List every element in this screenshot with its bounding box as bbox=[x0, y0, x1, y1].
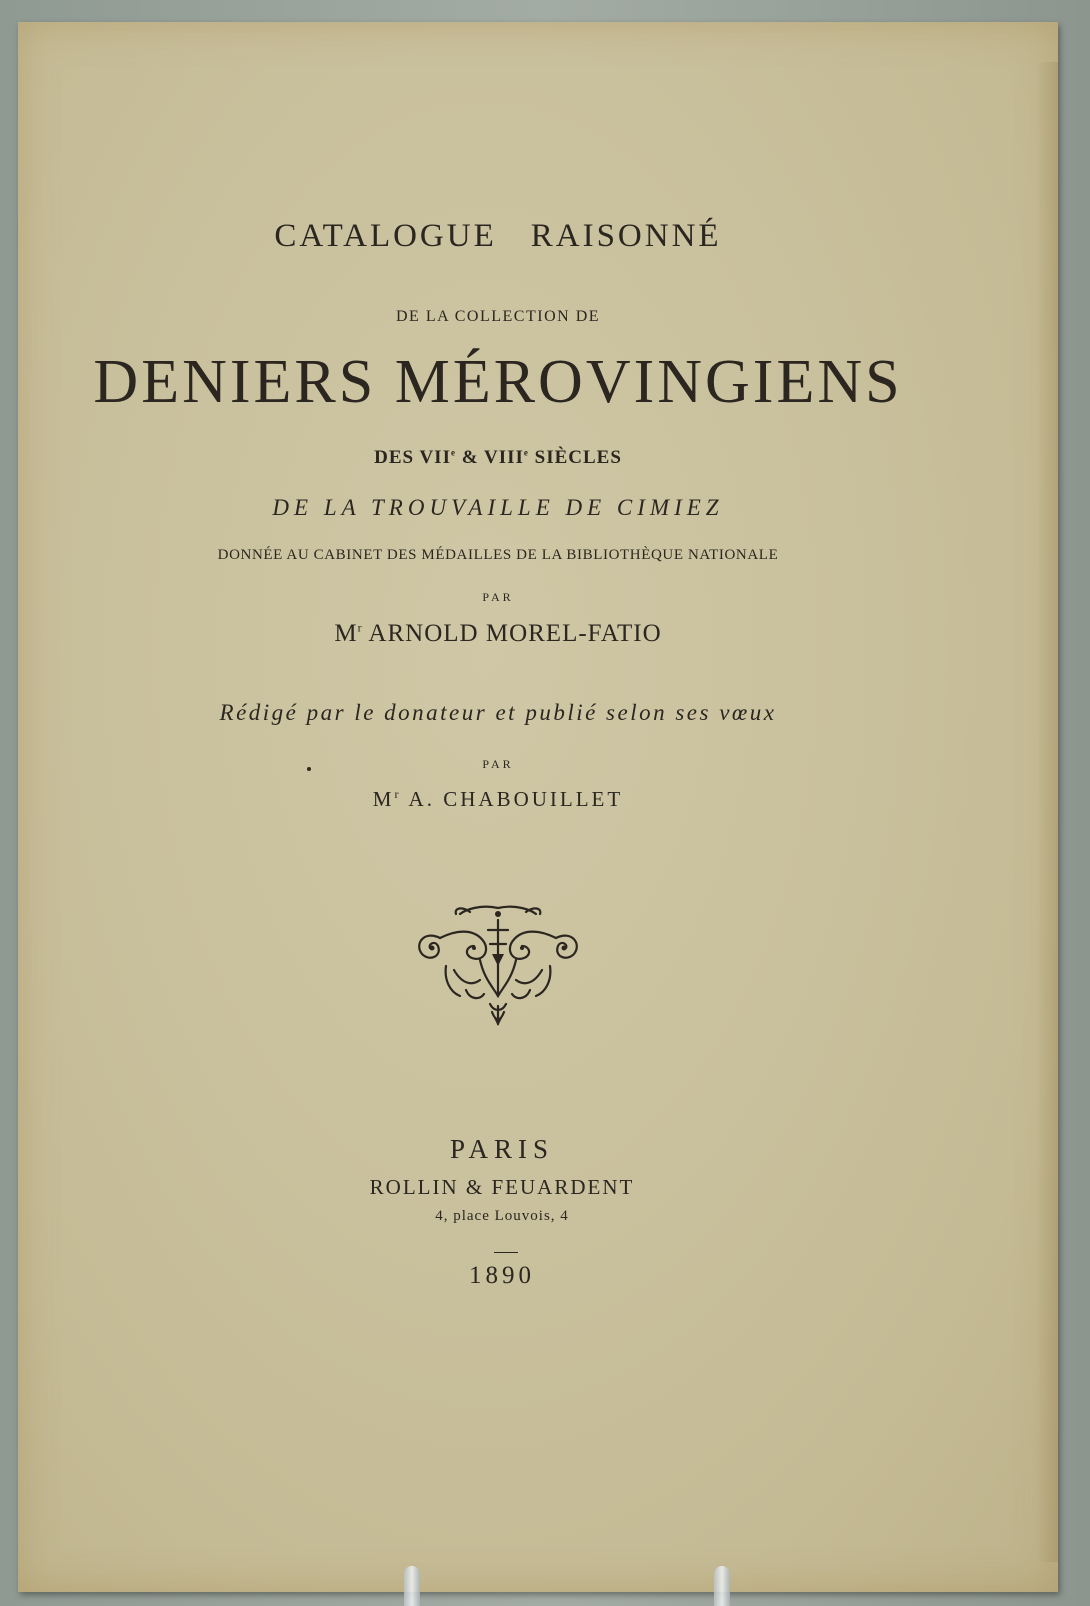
find-line: DE LA TROUVAILLE DE CIMIEZ bbox=[272, 495, 724, 520]
publisher-line: ROLLIN & FEUARDENT bbox=[369, 1175, 635, 1199]
centuries-line: DES VIIe & VIIIe SIÈCLES bbox=[374, 447, 622, 468]
fleuron-ornament-icon bbox=[410, 900, 586, 1028]
donation-line: DONNÉE AU CABINET DES MÉDAILLES DE LA BIBLIOTHÈQUE NATIONALE bbox=[217, 547, 779, 563]
par-label-1: PAR bbox=[482, 590, 514, 604]
collection-line: DE LA COLLECTION DE bbox=[395, 308, 601, 325]
redige-line: Rédigé par le donateur et publié selon ses vœux bbox=[219, 700, 777, 725]
display-stand-clip-right bbox=[714, 1566, 730, 1606]
display-stand-clip-left bbox=[404, 1566, 420, 1606]
address-line: 4, place Louvois, 4 bbox=[435, 1208, 569, 1224]
year-line: 1890 bbox=[469, 1262, 535, 1289]
author-line: $M^r$ ARNOLD MOREL-FATIO bbox=[334, 620, 662, 647]
title-page bbox=[18, 22, 1058, 1592]
editor-line: $M^r$ A. CHABOUILLET bbox=[372, 787, 624, 811]
par-label-2: PAR bbox=[482, 757, 514, 771]
divider-rule bbox=[494, 1252, 518, 1253]
main-title: DENIERS MÉROVINGIENS bbox=[93, 348, 903, 416]
city-line: PARIS bbox=[449, 1134, 555, 1164]
catalogue-heading: CATALOGUE RAISONNÉ bbox=[274, 218, 722, 254]
